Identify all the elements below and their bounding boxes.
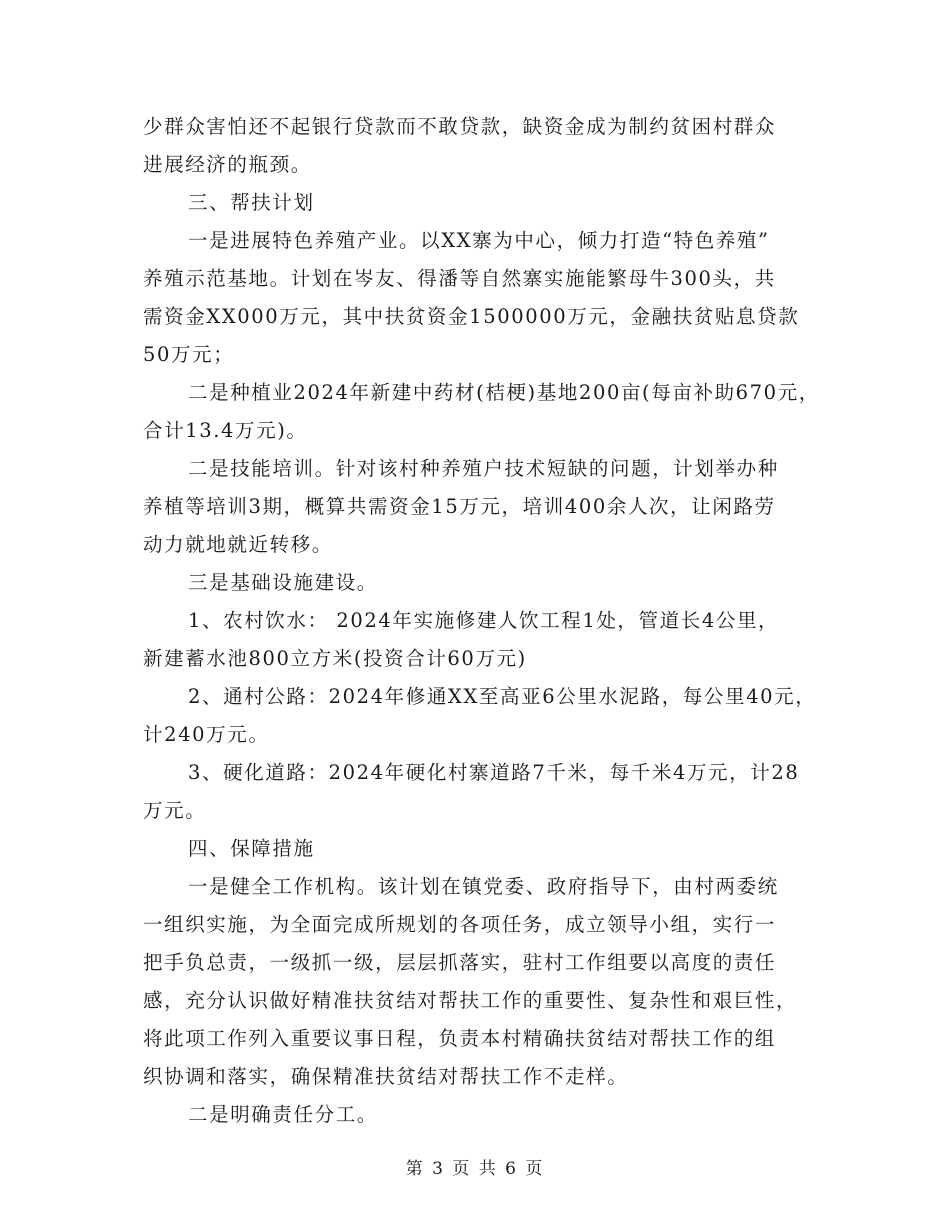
body-text-line: 进展经济的瓶颈。 [143, 153, 312, 176]
body-text-line: 二是技能培训。针对该村种养殖户技术短缺的问题，计划举办种 [188, 457, 779, 480]
body-text-line: 一是健全工作机构。该计划在镇党委、政府指导下，由村两委统 [188, 875, 779, 898]
body-text-line: 养植等培训3期，概算共需资金15万元，培训400余人次，让闲路劳 [143, 495, 776, 518]
body-text-line: 3、硬化道路：2024年硬化村寨道路7千米，每千米4万元，计28 [188, 761, 800, 784]
body-text-line: 三是基础设施建设。 [188, 571, 378, 594]
body-text-line: 万元。 [143, 799, 207, 822]
body-text-line: 计240万元。 [143, 723, 270, 746]
body-text-line: 二是种植业2024年新建中药材(桔梗)基地200亩(每亩补助670元， [188, 381, 820, 404]
page-number-footer: 第 3 页 共 6 页 [405, 1159, 545, 1179]
section-heading: 四、保障措施 [188, 837, 315, 860]
body-text-line: 1、农村饮水： 2024年实施修建人饮工程1处，管道长4公里， [188, 609, 780, 632]
section-heading: 三、帮扶计划 [188, 191, 315, 214]
body-text-line: 感，充分认识做好精准扶贫结对帮扶工作的重要性、复杂性和艰巨性， [143, 989, 798, 1012]
body-text-line: 50万元； [143, 343, 235, 366]
body-text-line: 合计13.4万元)。 [143, 419, 308, 442]
body-text-line: 二是明确责任分工。 [188, 1103, 378, 1126]
body-text-line: 需资金XX000万元，其中扶贫资金1500000万元，金融扶贫贴息贷款 [143, 305, 800, 328]
body-text-line: 养殖示范基地。计划在岑友、得潘等自然寨实施能繁母牛300头，共 [143, 267, 776, 290]
body-text-line: 一是进展特色养殖产业。以XX寨为中心，倾力打造“特色养殖” [188, 229, 770, 252]
body-text-line: 动力就地就近转移。 [143, 533, 333, 556]
body-text-line: 新建蓄水池800立方米(投资合计60万元) [143, 647, 527, 670]
body-text-line: 少群众害怕还不起银行贷款而不敢贷款，缺资金成为制约贫困村群众 [143, 115, 777, 138]
body-text-line: 将此项工作列入重要议事日程，负责本村精确扶贫结对帮扶工作的组 [143, 1027, 777, 1050]
body-text-line: 2、通村公路：2024年修通XX至高亚6公里水泥路，每公里40元， [188, 685, 817, 708]
body-text-line: 把手负总责，一级抓一级，层层抓落实，驻村工作组要以高度的责任 [143, 951, 777, 974]
body-text-line: 一组织实施，为全面完成所规划的各项任务，成立领导小组，实行一 [143, 913, 777, 936]
body-text-line: 织协调和落实，确保精准扶贫结对帮扶工作不走样。 [143, 1065, 629, 1088]
